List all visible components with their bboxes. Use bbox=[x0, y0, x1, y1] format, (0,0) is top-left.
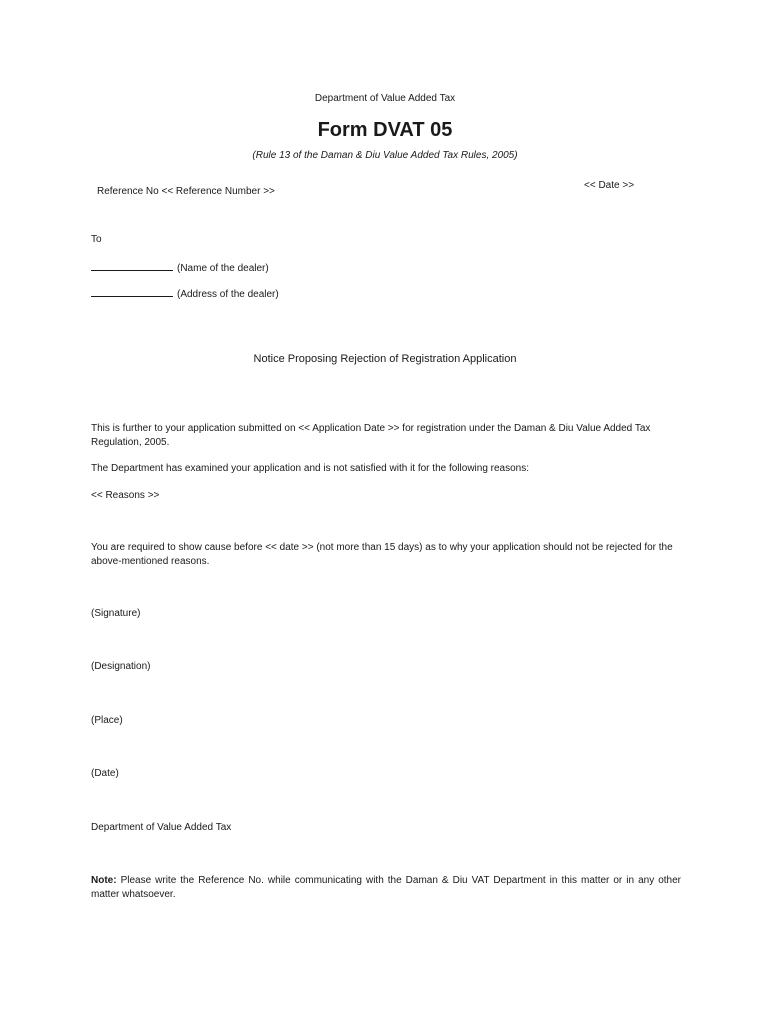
note-paragraph bbox=[91, 874, 681, 902]
form-subtitle: (Rule 13 of the Daman & Diu Value Added Tax Rules, 2005) bbox=[252, 150, 518, 161]
notice-date: << Date >> bbox=[584, 180, 635, 191]
department-header: Department of Value Added Tax bbox=[314, 93, 456, 104]
form-title: Form DVAT 05 bbox=[317, 119, 453, 141]
dealer-address-label: (Address of the dealer) bbox=[177, 289, 279, 300]
note-text: Please write the Reference No. while communicating with the Daman & Diu VAT Department in this matter or in any other matter whatsoever. bbox=[91, 875, 681, 900]
dealer-address-line bbox=[91, 287, 279, 300]
place-label: (Place) bbox=[91, 715, 123, 726]
dealer-address-blank bbox=[91, 287, 173, 297]
designation-label: (Designation) bbox=[91, 661, 151, 672]
application-paragraph: This is further to your application submitted on << Application Date >> for registration under the Daman & Diu Value Added Tax Regulation, 2005. bbox=[91, 423, 651, 448]
note-label: Note: bbox=[91, 875, 117, 886]
to-label: To bbox=[91, 234, 102, 245]
dealer-name-line bbox=[91, 261, 269, 274]
examined-paragraph: The Department has examined your application and is not satisfied with it for the following reasons: bbox=[91, 463, 530, 474]
dealer-name-blank bbox=[91, 261, 173, 271]
notice-title: Notice Proposing Rejection of Registration Application bbox=[253, 353, 517, 365]
show-cause-paragraph: You are required to show cause before << date >> (not more than 15 days) as to why your application should not be rejected for the above-mentioned reasons. bbox=[91, 542, 673, 567]
dealer-name-label: (Name of the dealer) bbox=[177, 263, 269, 274]
signature-department: Department of Value Added Tax bbox=[91, 822, 232, 833]
signature-label: (Signature) bbox=[91, 608, 141, 619]
reasons-placeholder: << Reasons >> bbox=[91, 490, 160, 501]
reference-number: Reference No << Reference Number >> bbox=[97, 186, 275, 197]
date-label: (Date) bbox=[91, 768, 119, 779]
